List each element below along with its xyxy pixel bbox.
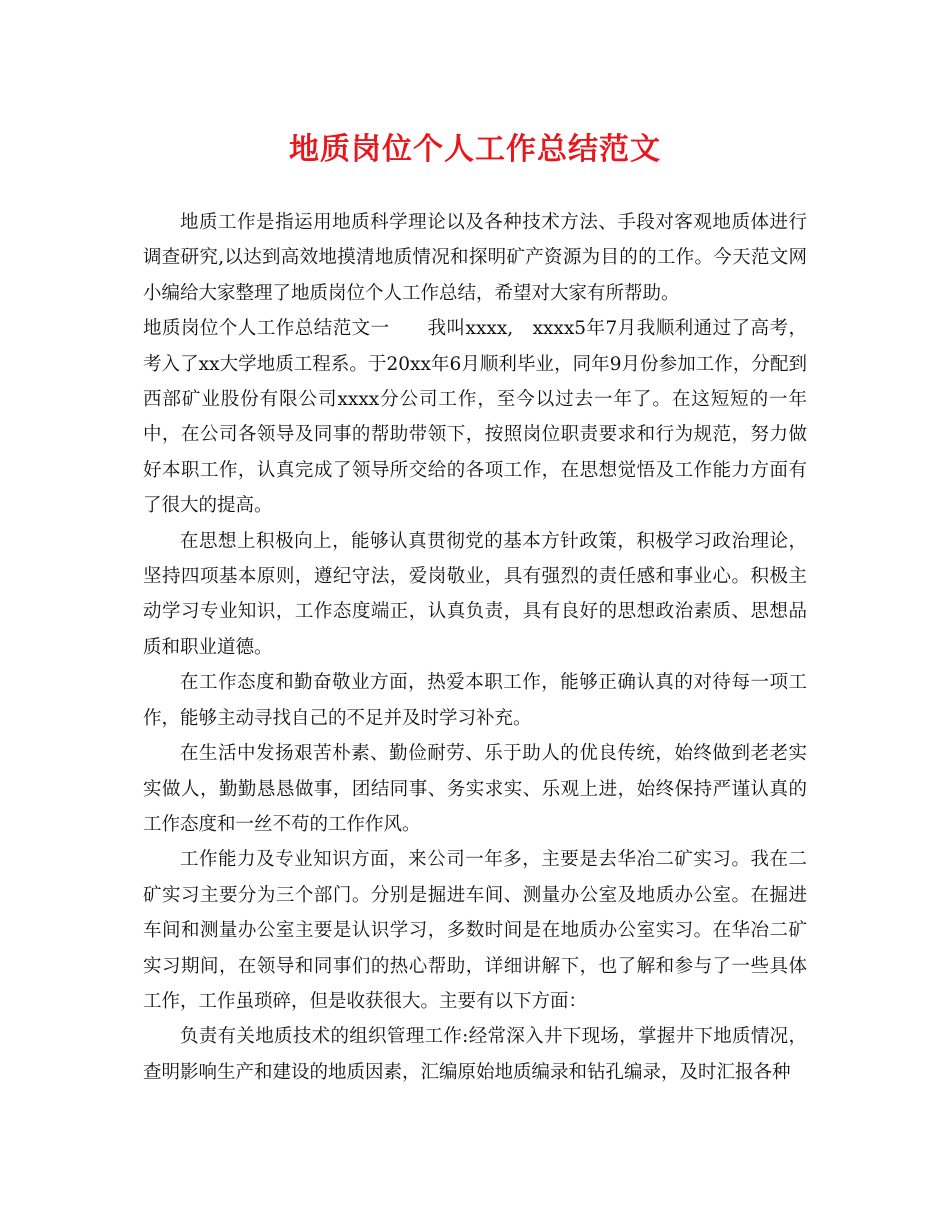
document-body <box>143 205 807 1090</box>
paragraph-life: 在生活中发扬艰苦朴素、勤俭耐劳、乐于助人的优良传统，始终做到老老实实做人，勤勤恳恳做事，团结同事、务实求实、乐观上进，始终保持严谨认真的工作态度和一丝不苟的工作作风。 <box>143 743 807 835</box>
paragraph-attitude: 在工作态度和勤奋敬业方面，热爱本职工作，能够正确认真的对待每一项工作，能够主动寻找自己的不足并及时学习补充。 <box>143 672 807 729</box>
paragraph-sample-one: 地质岗位个人工作总结范文一 我叫xxxx, xxxx5年7月我顺利通过了高考，考入了xx大学地质工程系。于20xx年6月顺利毕业，同年9月份参加工作，分配到西部矿业股份有限公司xxxx分公司工作，至今以过去一年了。在这短短的一年中，在公司各领导及同事的帮助带领下，按照岗位职责要求和行为规范，努力做好本职工作，认真完成了领导所交给的各项工作，在思想觉悟及工作能力方面有了很大的提高。 <box>143 318 807 517</box>
paragraph-ability: 工作能力及专业知识方面，来公司一年多，主要是去华冶二矿实习。我在二矿实习主要分为三个部门。分别是掘进车间、测量办公室及地质办公室。在掘进车间和测量办公室主要是认识学习，多数时间是在地质办公室实习。在华冶二矿实习期间，在领导和同事们的热心帮助，详细讲解下，也了解和参与了一些具体工作，工作虽琐碎，但是收获很大。主要有以下方面： <box>143 849 807 1012</box>
paragraph-responsibility: 负责有关地质技术的组织管理工作:经常深入井下现场，掌握井下地质情况，查明影响生产和建设的地质因素，汇编原始地质编录和钻孔编录，及时汇报各种 <box>143 1026 807 1083</box>
paragraph-intro: 地质工作是指运用地质科学理论以及各种技术方法、手段对客观地质体进行调查研究,以达到高效地摸清地质情况和探明矿产资源为目的的工作。今天范文网小编给大家整理了地质岗位个人工作总结，希望对大家有所帮助。 <box>143 212 807 304</box>
document-title: 地质岗位个人工作总结范文 <box>289 132 661 167</box>
paragraph-ideology: 在思想上积极向上，能够认真贯彻党的基本方针政策，积极学习政治理论，坚持四项基本原则，遵纪守法，爱岗敬业，具有强烈的责任感和事业心。积极主动学习专业知识，工作态度端正，认真负责，具有良好的思想政治素质、思想品质和职业道德。 <box>143 530 807 658</box>
